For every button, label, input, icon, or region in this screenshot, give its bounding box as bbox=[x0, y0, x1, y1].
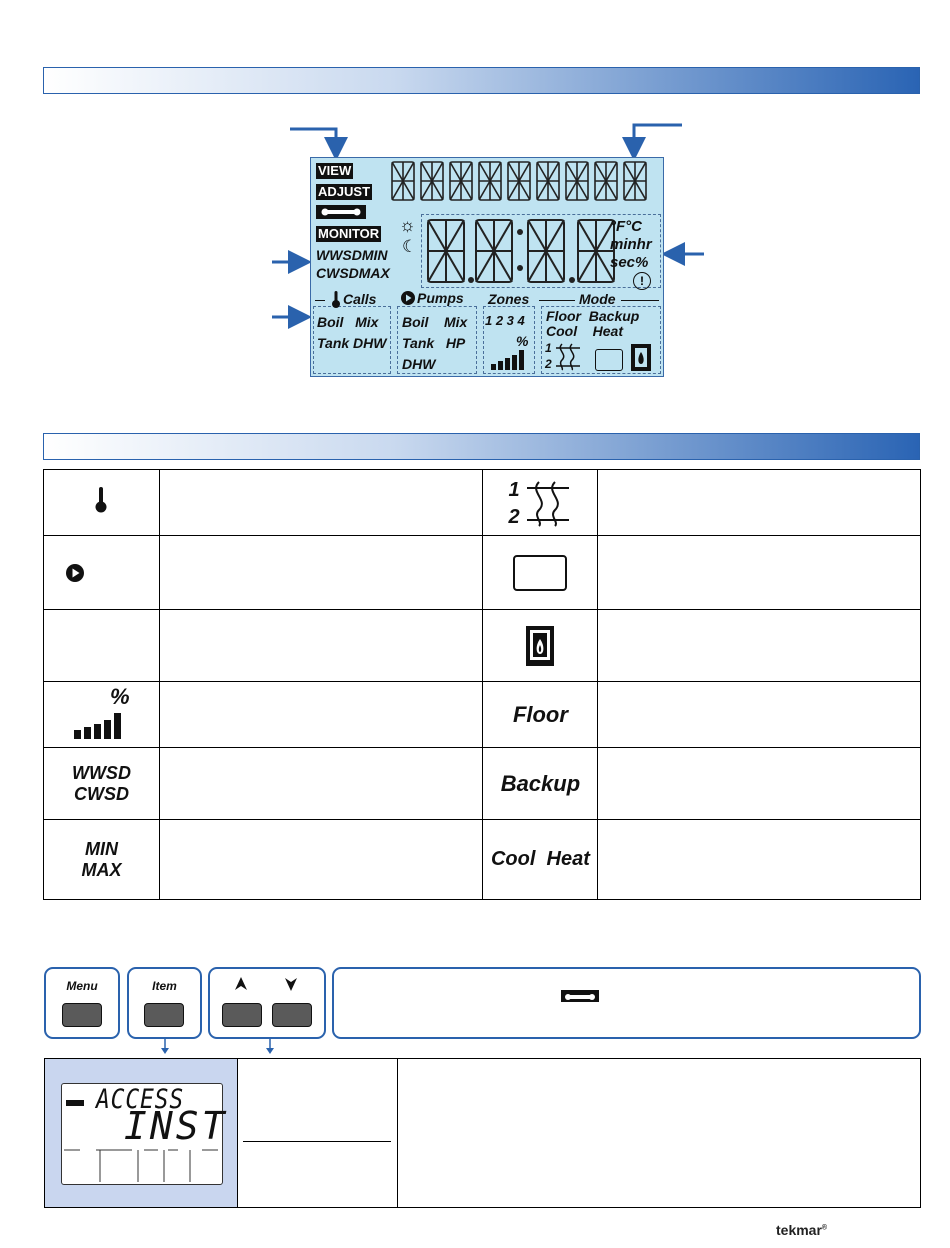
cell-desc bbox=[159, 682, 483, 748]
cell-radiant-stage bbox=[483, 470, 598, 536]
percent-label: % bbox=[110, 684, 130, 709]
wrench-icon bbox=[66, 1100, 84, 1106]
pumps-title: Pumps bbox=[417, 290, 464, 306]
instruction-box bbox=[332, 967, 921, 1039]
zones-title: Zones bbox=[488, 291, 530, 307]
cwsd-max-label: CWSDMAX bbox=[316, 265, 390, 281]
cell-desc bbox=[598, 536, 921, 610]
radiant-stage-icon bbox=[554, 342, 582, 372]
units-sec-pct: sec% bbox=[610, 254, 649, 271]
section-banner-symbols bbox=[43, 433, 920, 460]
stage-1-label: 1 bbox=[508, 479, 520, 501]
mode-title: Mode bbox=[579, 291, 616, 307]
table-row bbox=[44, 820, 921, 900]
cell-desc bbox=[598, 748, 921, 820]
access-line1: ACCESS bbox=[96, 1084, 185, 1115]
wrench-icon bbox=[316, 205, 366, 219]
table-row bbox=[44, 610, 921, 682]
sun-icon: ☼ bbox=[399, 215, 416, 235]
wrench-icon bbox=[561, 990, 599, 1002]
units-time: minhr bbox=[610, 236, 652, 253]
cell-desc bbox=[159, 820, 483, 900]
signal-bars-icon bbox=[74, 710, 130, 740]
access-segment-ticks bbox=[62, 1146, 222, 1184]
cell-pump bbox=[44, 536, 160, 610]
wwsd-label: WWSD bbox=[71, 762, 131, 783]
floor-label: Floor bbox=[512, 701, 568, 727]
down-arrow-icon bbox=[284, 976, 298, 992]
backup-label: Backup bbox=[500, 770, 581, 796]
cell-coolheat bbox=[483, 820, 598, 900]
menu-label: Menu bbox=[66, 979, 98, 993]
boiler-flame-icon bbox=[526, 626, 554, 666]
thermometer-icon bbox=[94, 487, 108, 513]
cell-cool-box bbox=[483, 536, 598, 610]
access-section bbox=[44, 1058, 921, 1208]
pumps-row1: Boil Mix bbox=[402, 314, 468, 330]
access-lcd bbox=[61, 1083, 228, 1185]
brand-logo bbox=[776, 1222, 827, 1238]
segment-row-top bbox=[391, 160, 661, 204]
boiler-flame-icon bbox=[631, 344, 651, 371]
pumps-row3: DHW bbox=[402, 356, 436, 372]
cell-desc bbox=[159, 470, 483, 536]
wwsd-min-label: WWSDMIN bbox=[316, 247, 388, 263]
mode-divider-right bbox=[621, 300, 659, 301]
warning-icon: ! bbox=[633, 272, 651, 290]
min-label: MIN bbox=[84, 838, 118, 859]
zones-numbers: 1 2 3 4 bbox=[485, 313, 525, 328]
pump-icon bbox=[66, 564, 84, 582]
mode-divider bbox=[539, 300, 575, 301]
pumps-row2: Tank HP bbox=[402, 335, 466, 351]
pad-connectors bbox=[0, 1038, 950, 1058]
item-button-pad bbox=[127, 967, 202, 1039]
table-row bbox=[44, 682, 921, 748]
lcd-display bbox=[310, 157, 664, 377]
adjust-label: ADJUST bbox=[318, 184, 371, 199]
cell-wwsd bbox=[44, 748, 160, 820]
menu-button[interactable] bbox=[62, 1003, 102, 1027]
calls-divider bbox=[315, 300, 325, 301]
units-temp: °F°C bbox=[610, 218, 642, 235]
table-row bbox=[44, 470, 921, 536]
radiant-stage-icon bbox=[525, 480, 571, 528]
calls-title: Calls bbox=[343, 291, 377, 307]
cell-desc bbox=[159, 748, 483, 820]
cell-boiler bbox=[483, 610, 598, 682]
cell-floor bbox=[483, 682, 598, 748]
menu-button-pad bbox=[44, 967, 120, 1039]
large-digits bbox=[427, 218, 617, 286]
cell-desc bbox=[159, 536, 483, 610]
cell-empty bbox=[44, 610, 160, 682]
table-row bbox=[44, 536, 921, 610]
access-middle-divider bbox=[397, 1059, 398, 1207]
cool-box-icon bbox=[513, 555, 567, 591]
stage-2-label: 2 bbox=[508, 506, 520, 528]
monitor-label: MONITOR bbox=[318, 226, 380, 241]
cwsd-label: CWSD bbox=[73, 783, 129, 804]
cell-thermometer bbox=[44, 470, 160, 536]
cool-heat-label: Cool Heat bbox=[490, 848, 590, 870]
calls-row2: Tank DHW bbox=[317, 335, 387, 351]
moon-icon: ☾ bbox=[402, 237, 418, 256]
cell-desc bbox=[598, 610, 921, 682]
up-arrow-icon bbox=[234, 976, 248, 992]
cell-signal bbox=[44, 682, 160, 748]
cell-desc bbox=[159, 610, 483, 682]
mode-num2: 2 bbox=[545, 357, 552, 371]
mode-num1: 1 bbox=[545, 341, 552, 355]
zones-pct: % bbox=[516, 333, 529, 349]
arrow-button-pad bbox=[208, 967, 326, 1039]
signal-bars-icon bbox=[491, 348, 531, 370]
cell-desc bbox=[598, 470, 921, 536]
cell-minmax bbox=[44, 820, 160, 900]
arrow-segment bbox=[634, 125, 682, 152]
cell-backup bbox=[483, 748, 598, 820]
cell-desc bbox=[598, 682, 921, 748]
item-label: Item bbox=[152, 979, 177, 993]
thermometer-icon bbox=[331, 291, 341, 314]
brand-mark: ® bbox=[821, 1224, 828, 1232]
down-button[interactable] bbox=[272, 1003, 312, 1027]
view-label: VIEW bbox=[318, 163, 352, 178]
arrow-view bbox=[290, 129, 336, 152]
access-line2: INST bbox=[124, 1104, 228, 1148]
max-label: MAX bbox=[81, 859, 122, 880]
brand-name: tekmar bbox=[776, 1222, 822, 1238]
item-button[interactable] bbox=[144, 1003, 184, 1027]
calls-row1: Boil Mix bbox=[317, 314, 379, 330]
cool-box-icon bbox=[595, 349, 623, 371]
cell-desc bbox=[598, 820, 921, 900]
table-row bbox=[44, 748, 921, 820]
pump-icon bbox=[401, 291, 415, 305]
mode-row2: Cool Heat bbox=[546, 323, 624, 339]
symbol-table bbox=[43, 469, 921, 900]
mode-row1: Floor Backup bbox=[546, 308, 640, 324]
up-button[interactable] bbox=[222, 1003, 262, 1027]
access-middle-rule bbox=[243, 1141, 391, 1142]
